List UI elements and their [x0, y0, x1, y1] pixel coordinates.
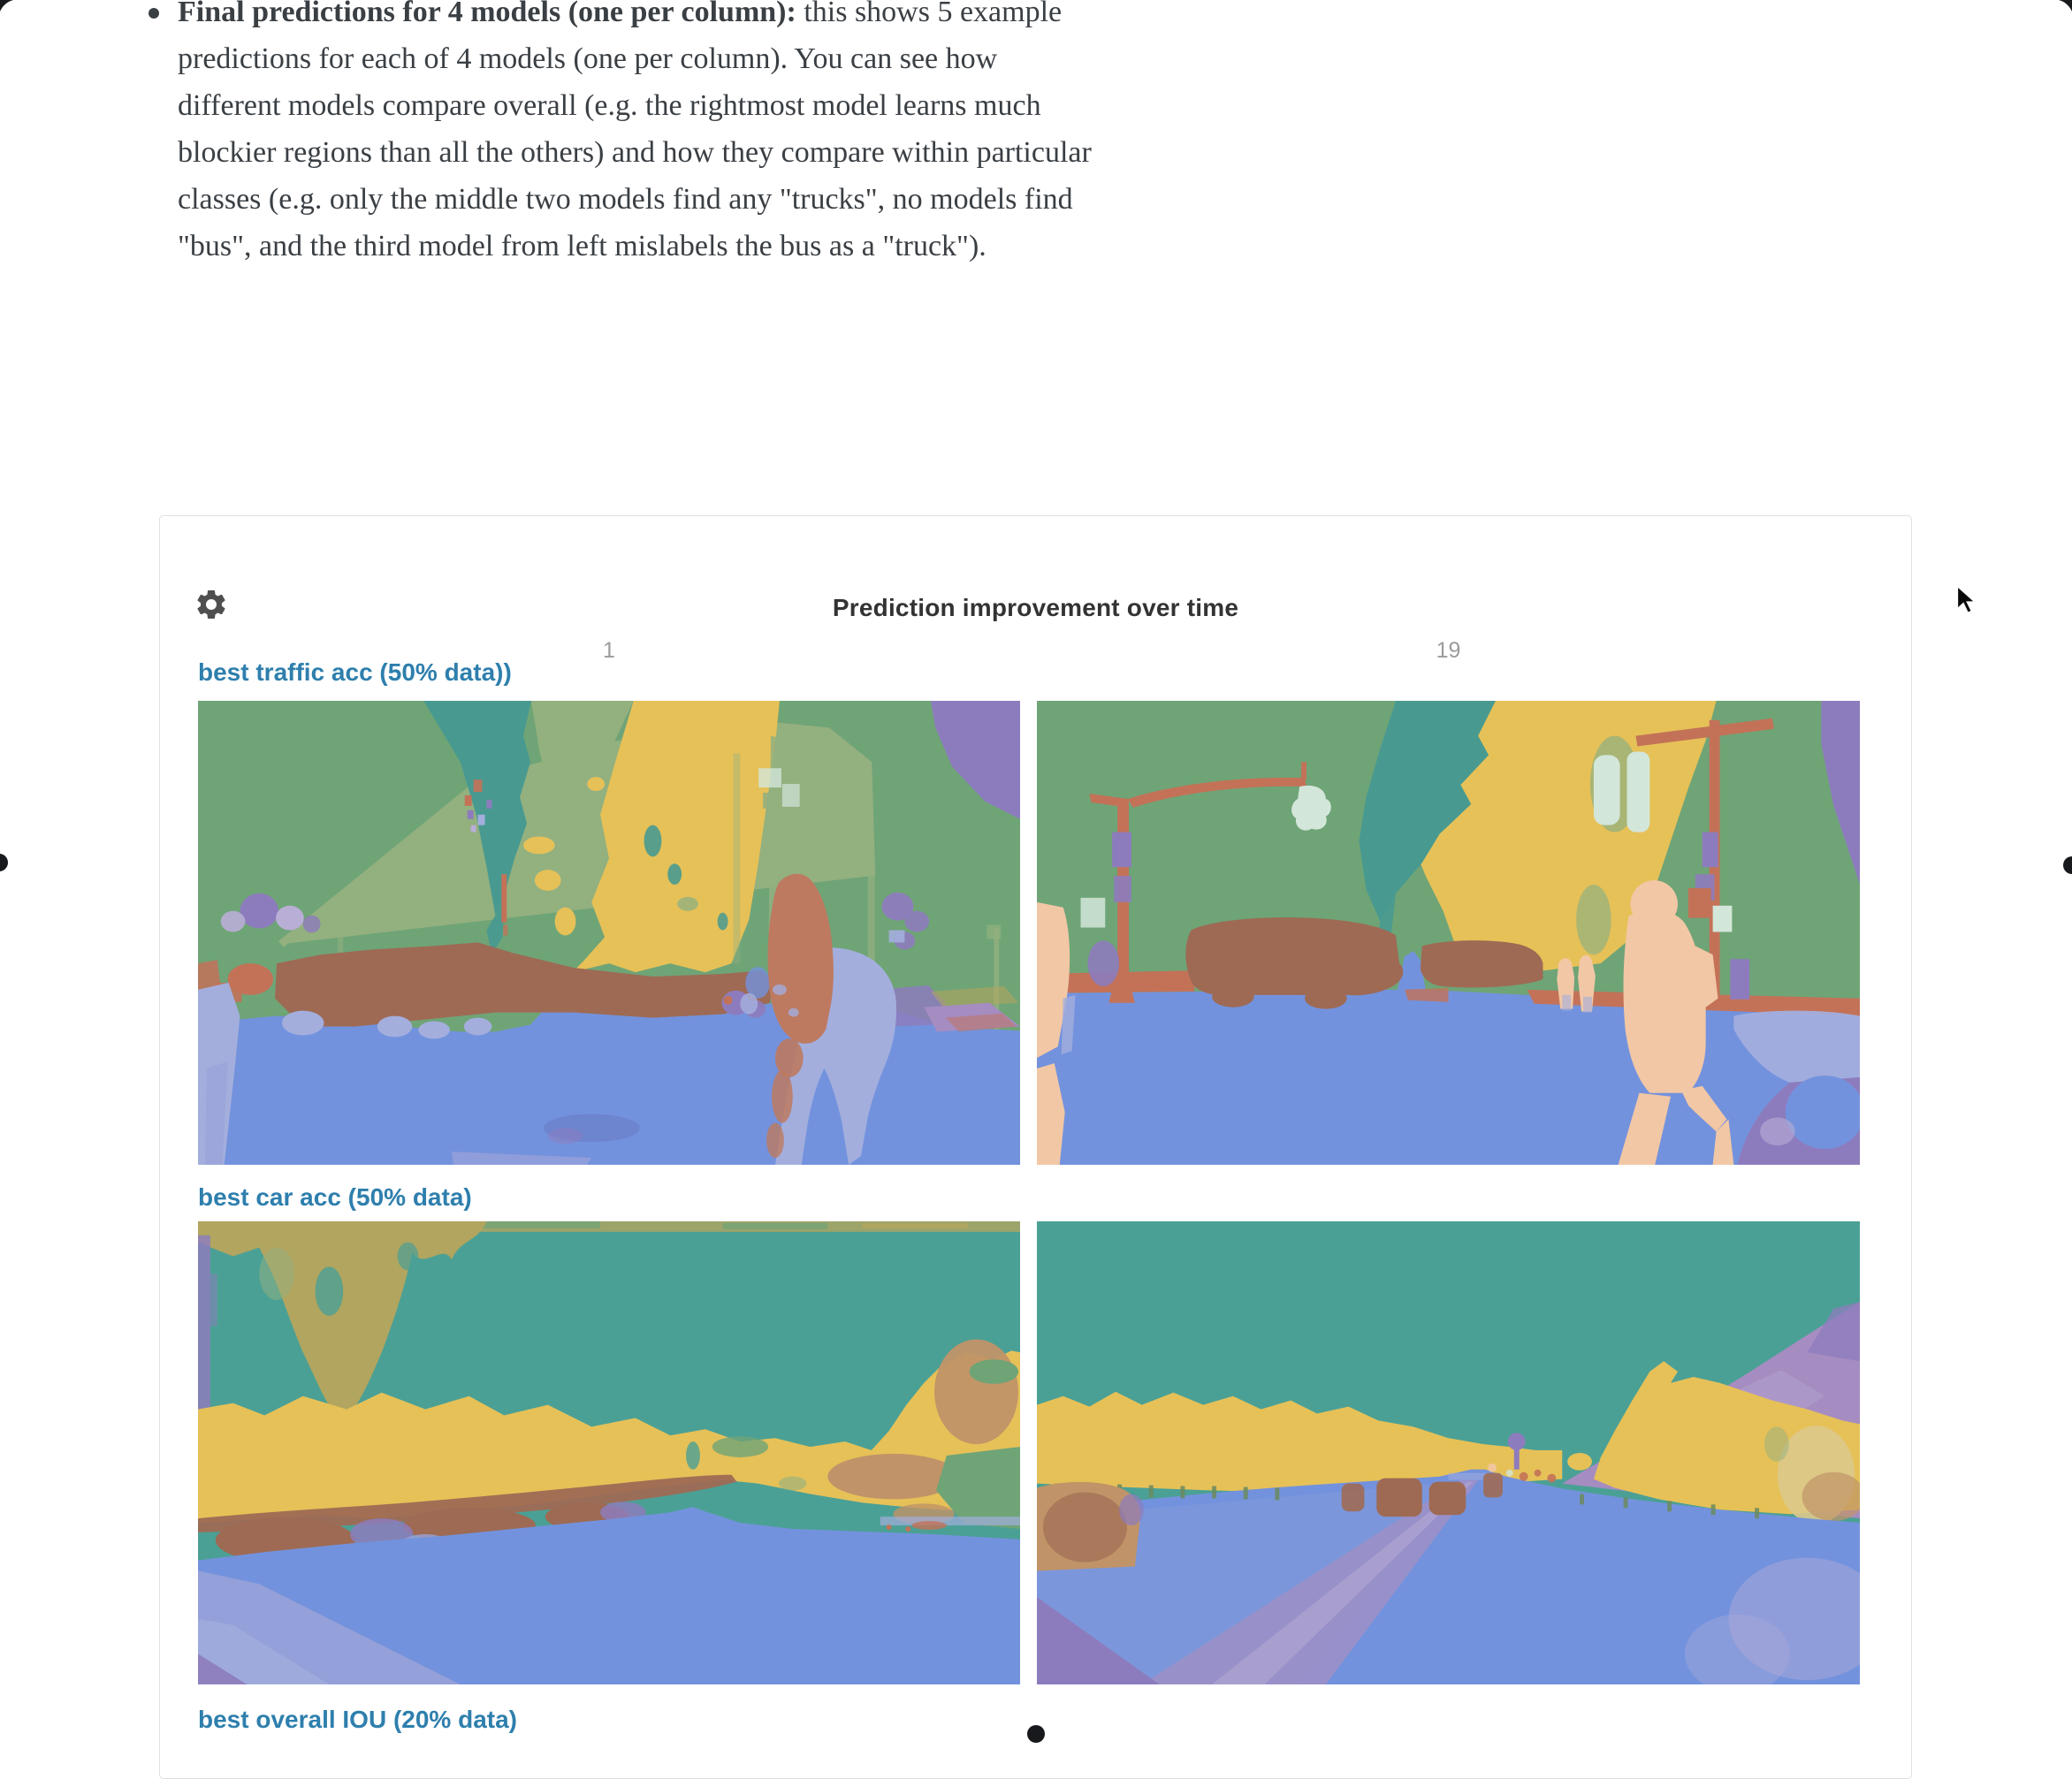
paragraph-line: Final predictions for 4 models (one per column): this shows 5 example — [178, 0, 1063, 28]
segmentation-image-car-step19[interactable] — [1037, 1221, 1860, 1684]
segmentation-image-traffic-step19[interactable] — [1037, 701, 1860, 1165]
carousel-dot-bottom[interactable] — [1027, 1725, 1045, 1743]
run-link-best-traffic-acc[interactable]: best traffic acc (50% data)) — [198, 658, 512, 686]
paragraph-line: blockier regions than all the others) and how they compare within particular — [178, 136, 1092, 169]
segmentation-image-car-step1[interactable] — [198, 1221, 1020, 1684]
paragraph-line: different models compare overall (e.g. the rightmost model learns much — [178, 89, 1041, 122]
step-label-1: 1 — [603, 638, 615, 663]
paragraph — [178, 0, 1327, 270]
screen-corner-top-left — [0, 0, 14, 12]
screen-corner-top-right — [2058, 0, 2072, 12]
run-link-best-overall-iou[interactable]: best overall IOU (20% data) — [198, 1706, 518, 1733]
paragraph-line: "bus", and the third model from left mislabels the bus as a "truck"). — [178, 230, 986, 262]
carousel-dot-left[interactable] — [0, 854, 8, 871]
mouse-cursor-icon — [1954, 585, 1980, 615]
list-bullet — [149, 8, 159, 19]
run-link-best-car-acc[interactable]: best car acc (50% data) — [198, 1183, 472, 1211]
panel-title: Prediction improvement over time — [832, 594, 1239, 621]
segmentation-image-traffic-step1[interactable] — [198, 701, 1020, 1165]
paragraph-line: predictions for each of 4 models (one per column). You can see how — [178, 42, 998, 75]
carousel-dot-right[interactable] — [2063, 856, 2072, 874]
media-panel — [159, 515, 1912, 1779]
paragraph-line: classes (e.g. only the middle two models find any "trucks", no models find — [178, 183, 1073, 216]
step-label-19: 19 — [1436, 638, 1461, 663]
